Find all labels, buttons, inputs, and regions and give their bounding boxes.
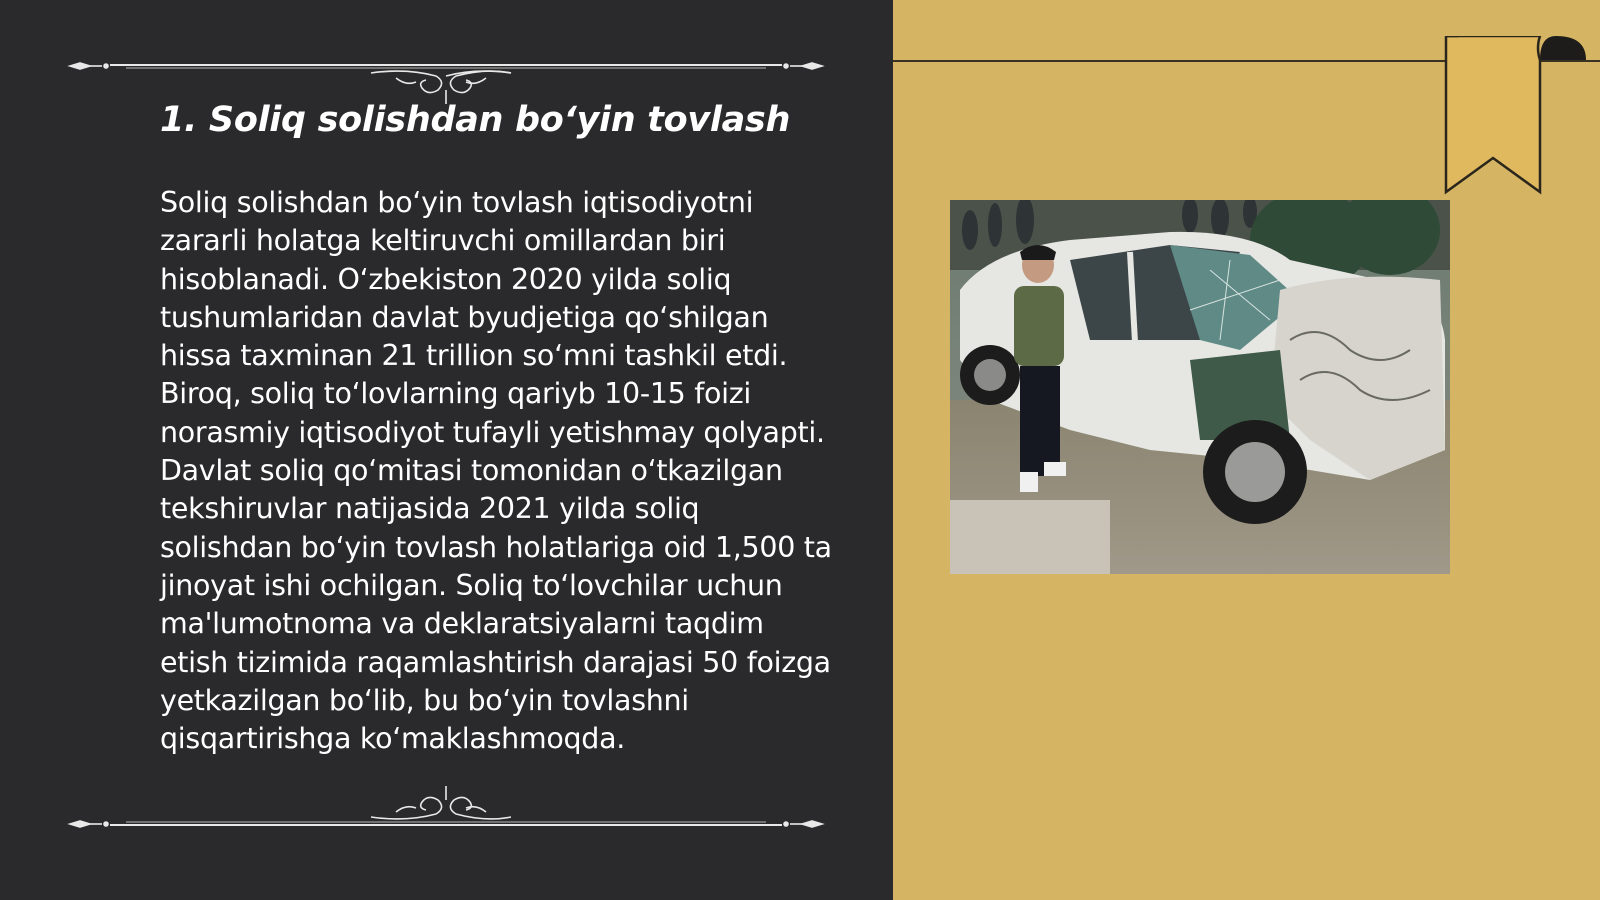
slide-body-text: Soliq solishdan bo‘yin tovlash iqtisodiyotni zararli holatga keltiruvchi omillardan biri hisoblanadi. O‘zbekiston 2020 yilda soliq tushumlaridan davlat byudjetiga qo‘shilgan hissa taxminan 21 trillion so‘mni tashkil etdi. Biroq, soliq to‘lovlarning qariyb 10-15 foizi norasmiy iqtisodiyot tufayli yetishmay qolyapti. Davlat soliq qo‘mitasi tomonidan o‘tkazilgan tekshiruvlar natijasida 2021 yilda soliq solishdan bo‘yin tovlash holatlariga oid 1,500 ta jinoyat ishi ochilgan. Soliq to‘lovchilar uchun ma'lumotnoma va deklaratsiyalarni taqdim etish tizimida raqamlashtirish darajasi 50 foizga yetkazilgan bo‘lib, bu bo‘yin tovlashni qisqartirishga ko‘maklashmoqda. [160,186,832,756]
top-ornament-icon [66,46,826,106]
bottom-ornament-icon [66,780,826,840]
crashed-car-photo [950,200,1450,574]
slide-title: 1. Soliq solishdan bo‘yin tovlash [160,100,791,140]
bookmark-ribbon-icon [1436,36,1586,206]
